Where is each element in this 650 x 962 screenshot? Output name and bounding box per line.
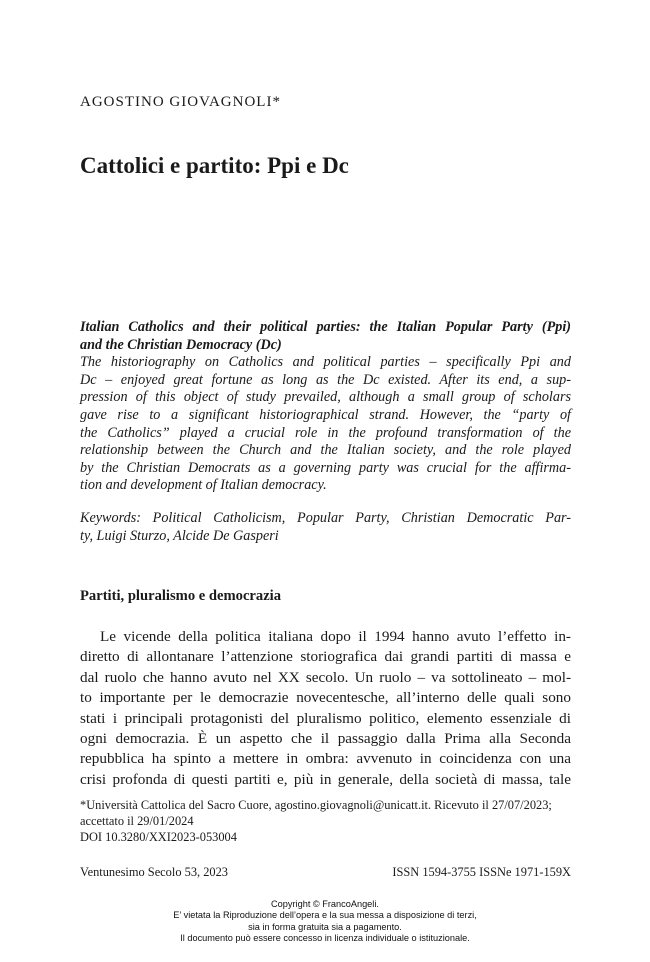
abstract-text-line: tion and development of Italian democracy. bbox=[80, 477, 327, 494]
copyright-notice bbox=[0, 899, 650, 945]
abstract-text-line: the Catholics” played a crucial role in the profound transformation of the bbox=[80, 424, 571, 441]
article-title: Cattolici e partito: Ppi e Dc bbox=[80, 153, 349, 178]
body-line: to importante per le democrazie novecentesche, all’interno delle quali sono bbox=[80, 689, 571, 707]
body-text bbox=[80, 627, 571, 790]
copyright-line: sia in forma gratuita sia a pagamento. bbox=[248, 921, 402, 932]
abstract-text-line: pression of this object of study prevailed, although a small group of scholars bbox=[80, 389, 571, 406]
footnote bbox=[80, 797, 580, 845]
abstract-title-line: and the Christian Democracy (Dc) bbox=[80, 336, 282, 353]
body-line: diretto di allontanare l’attenzione storiografica dai grandi partiti di massa e bbox=[80, 648, 571, 666]
body-line: Le vicende della politica italiana dopo il 1994 hanno avuto l’effetto in- bbox=[100, 628, 571, 645]
copyright-line: Copyright © FrancoAngeli. bbox=[271, 899, 379, 909]
body-line: stati i principali protagonisti del pluralismo politico, elemento essenziale di bbox=[80, 709, 571, 727]
body-line: ogni democrazia. È un aspetto che il passaggio dalla Prima alla Seconda bbox=[80, 730, 571, 748]
author-name: AGOSTINO GIOVAGNOLI* bbox=[80, 94, 281, 110]
body-line: dal ruolo che hanno avuto nel XX secolo. Un ruolo – va sottolineato – mol- bbox=[80, 668, 571, 686]
keywords-line: ty, Luigi Sturzo, Alcide De Gasperi bbox=[80, 527, 279, 544]
footnote-line: *Università Cattolica del Sacro Cuore, agostino.giovagnoli@unicatt.it. Ricevuto il 27/07/2023; bbox=[80, 798, 552, 812]
copyright-line: Il documento può essere concesso in licenza individuale o istituzionale. bbox=[180, 933, 470, 944]
section-heading: Partiti, pluralismo e democrazia bbox=[80, 588, 282, 604]
keywords-line: Keywords: Political Catholicism, Popular Party, Christian Democratic Par- bbox=[80, 510, 571, 526]
abstract-text-line: The historiography on Catholics and political parties – specifically Ppi and bbox=[80, 354, 571, 371]
abstract-text-line: Dc – enjoyed great fortune as long as the Dc existed. After its end, a sup- bbox=[80, 371, 571, 388]
journal-citation: Ventunesimo Secolo 53, 2023 bbox=[80, 865, 228, 879]
abstract-text-line: relationship between the Church and the Italian society, and the role played bbox=[80, 442, 571, 459]
body-line: crisi profonda di questi partiti e, più in generale, della società di massa, tale bbox=[80, 770, 571, 788]
footnote-line: accettato il 29/01/2024 bbox=[80, 814, 194, 828]
body-line: repubblica ha spinto a mettere in ombra: avvenuto in coincidenza con una bbox=[80, 750, 571, 768]
keywords bbox=[80, 510, 571, 545]
issn: ISSN 1594-3755 ISSNe 1971-159X bbox=[392, 865, 571, 879]
copyright-line: E’ vietata la Riproduzione dell’opera e la sua messa a disposizione di terzi, bbox=[173, 910, 477, 921]
abstract bbox=[80, 319, 571, 495]
abstract-text-line: gave rise to a significant historiographical strand. However, the “party of bbox=[80, 406, 571, 423]
footnote-line: DOI 10.3280/XXI2023-053004 bbox=[80, 830, 237, 844]
abstract-title-line: Italian Catholics and their political parties: the Italian Popular Party (Ppi) bbox=[80, 319, 571, 335]
abstract-text-line: by the Christian Democrats as a governing party was crucial for the affirma- bbox=[80, 459, 571, 476]
